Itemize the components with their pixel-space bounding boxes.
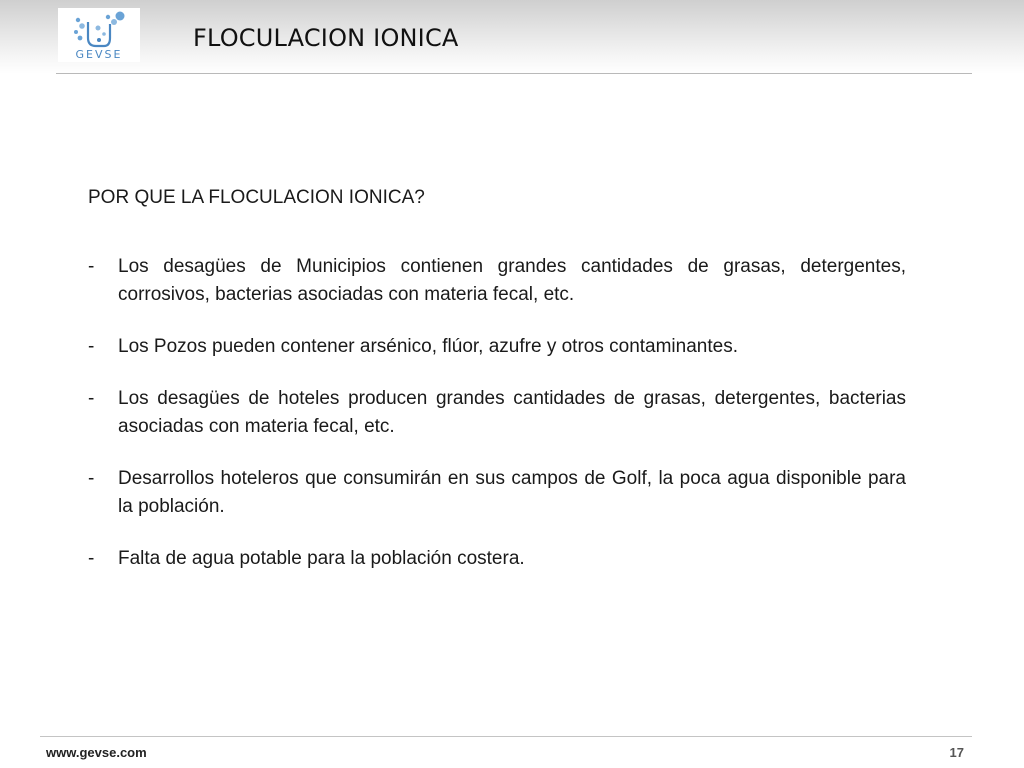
header-band <box>0 0 1024 74</box>
list-item <box>88 385 906 441</box>
page-number: 17 <box>949 745 964 760</box>
gevse-logo <box>58 8 140 62</box>
dash-marker: - <box>88 388 95 409</box>
dash-marker: - <box>88 256 95 277</box>
footer-url: www.gevse.com <box>46 745 147 760</box>
list-item <box>88 465 906 521</box>
bullet-text: Los desagües de hoteles producen grandes cantidades de grasas, detergentes, bacterias asociadas con materia fecal, etc. <box>118 388 906 437</box>
bullet-text: Los Pozos pueden contener arsénico, flúor, azufre y otros contaminantes. <box>118 336 738 357</box>
list-item <box>88 333 906 361</box>
bullet-text: Los desagües de Municipios contienen grandes cantidades de grasas, detergentes, corrosivos, bacterias asociadas con materia fecal, etc. <box>118 256 906 305</box>
svg-text:GEVSE: GEVSE <box>75 48 123 61</box>
slide-title: FLOCULACION IONICA <box>193 24 459 52</box>
list-item <box>88 253 906 309</box>
bullet-text: Falta de agua potable para la población costera. <box>118 548 525 569</box>
dash-marker: - <box>88 336 95 357</box>
list-item <box>88 545 906 573</box>
section-heading: POR QUE LA FLOCULACION IONICA? <box>88 187 425 208</box>
footer-divider <box>40 736 972 737</box>
dash-marker: - <box>88 548 95 569</box>
header-divider <box>56 73 972 74</box>
slide-content <box>88 185 906 597</box>
dash-marker: - <box>88 468 95 489</box>
bullet-list <box>88 253 906 573</box>
bullet-text: Desarrollos hoteleros que consumirán en sus campos de Golf, la poca agua disponible para la población. <box>118 468 906 517</box>
gevse-logo-icon <box>58 8 140 62</box>
